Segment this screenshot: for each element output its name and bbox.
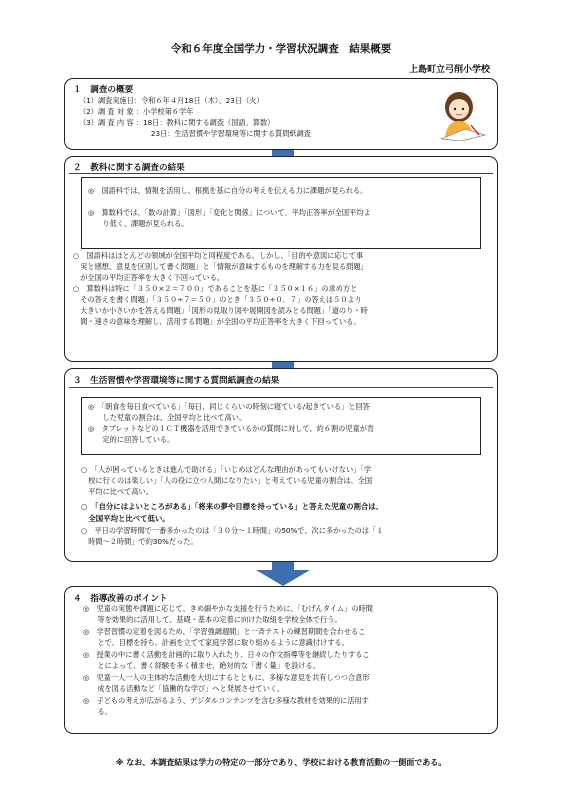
detail-line: ○ 「人が困っているときは進んで助ける」「いじめはどんな理由があってもいけない」「学 [81,465,372,474]
section-improvement-points [64,586,498,734]
overview-line: （3）調 査 内 容 ：18日：教科に関する調査（国語、算数） [79,118,275,127]
finding-line: した児童の割合は、全国平均と比べて高い。 [88,413,247,422]
student-studying-illustration [435,85,487,141]
detail-line: 大きいか小さいかを答える問題」「図形の見取り図や展開図を読みとる問題」「道のり・時 [73,306,368,315]
finding-line: り低く、課題が見られる。 [88,219,189,228]
heading-rule [69,387,493,388]
finding-line: ◎ 算数科では、「数の計算」「図形」「変化と関係」について、平均正答率が全国平均よ [88,208,371,217]
overview-line: （2）調 査 対 象 ：小学校第６学年 [79,107,194,116]
section-survey-overview [64,78,498,150]
improvement-line: 等を効果的に活用して、基礎・基本の定着に向けた取組を学校全体で行う。 [83,615,342,624]
improvement-line: ◎ 授業の中に書く活動を計画的に取り入れたり、日々の作文指導等を継続したりするこ [83,650,370,659]
emphasis-line: ○ 「自分にはよいところがある」「将来の夢や目標を持っている」と答えた児童の割合は、 [81,502,384,511]
section-questionnaire-results [64,368,498,562]
improvement-line: とで、目標を持ち、計画を立てて家庭学習に取り組めるように意識付けする。 [83,638,349,647]
detail-line: その答えを書く問題」「３５０÷７＝５０」のとき「３５０÷０．７」の答えは５０より [73,295,362,304]
footer-note: ※ なお、本調査結果は学力の特定の一部分であり、学校における教育活動の一側面である。 [115,758,447,767]
detail-line: 実と感想、意見を区別して書く問題」と「情報が意味するものを理解する力を見る問題」 [73,262,368,271]
improvement-line: ◎ 学習習慣の定着を図るため、「学習強調週間」と一斉テストの練習期間を合わせるこ [83,627,366,636]
finding-line: ◎ 「朝食を毎日食べている」「毎日、同じくらいの時刻に寝ている/起きている」と回答 [88,402,370,411]
improvement-line: ◎ 子どもの考えが広がるよう、デジタルコンテンツを含む多様な教材を効果的に活用す [83,696,369,705]
overview-line: 23日：生活習慣や学習環境等に関する質問紙調査 [79,129,311,138]
detail-line: 間・速さの意味を理解し、活用する問題」が全国の平均正答率を大きく下回っている。 [73,317,361,326]
page-title: 令和６年度全国学力・学習状況調査 結果概要 [170,43,392,55]
detail-line: 校に行くのは楽しい」「人の役に立つ人間になりたい」と考えている児童の割合は、全国 [81,476,373,485]
overview-line: （1）調査実施日：令和６年４月18日（木）、23日（火） [79,96,264,105]
improvement-line: ◎ 児童の実態や課題に応じて、きめ細やかな支援を行うために、「むげんタイム」の時間 [83,604,373,613]
improvement-line: とによって、書く経験を多く積ませ、絶対的な「書く量」を設ける。 [83,661,320,670]
emphasis-line: 全国平均と比べて低い。 [81,514,170,523]
section-heading: ３ 生活習慣や学習環境等に関する質問紙調査の結果 [73,376,280,386]
detail-line: 平均に比べて高い。 [81,487,153,496]
finding-line: ◎ 国語科では、情報を活用し、根拠を基に自分の考えを伝える力に課題が見られる。 [88,186,368,195]
school-name: 上島町立弓削小学校 [408,65,490,75]
section-heading: ２ 教科に関する調査の結果 [73,163,185,173]
finding-line: 定的に回答している。 [88,435,175,444]
finding-line: ◎ タブレットなどのＩＣＴ機器を活用できているかの質問に対して、約６割の児童が肯 [88,424,375,433]
detail-line: ○ 国語科はほとんどの領域が全国平均と同程度である。しかし、「目的や意図に応じて事 [73,251,364,260]
improvement-line: ◎ 児童一人一人の主体的な活動を大切にするとともに、多様な意見を共有しつつ合意形 [83,673,370,682]
key-findings-box [81,177,481,249]
down-arrow-icon [256,558,310,586]
detail-line: ○ 平日の学習時間で一番多かったのは「３０分～１時間」の50%で、次に多かったのは「１ [81,526,384,535]
heading-rule [69,173,493,174]
improvement-line: る。 [83,707,112,716]
section-subject-results [64,156,498,362]
section-heading: ４ 指導改善のポイント [73,594,168,604]
improvement-line: 成を図る活動など「協働的な学び」へと発展させていく。 [83,684,285,693]
detail-line: が全国の平均正答率を大きく下回っている。 [73,273,224,282]
detail-line: ○ 算数科は特に「３５０×２＝７００」であることを基に「３５０×１６」の求め方と [73,284,358,293]
section-heading: １ 調査の概要 [73,85,134,95]
detail-line: 時間～２時間」で約30%だった。 [81,537,198,546]
key-findings-box [81,397,481,455]
